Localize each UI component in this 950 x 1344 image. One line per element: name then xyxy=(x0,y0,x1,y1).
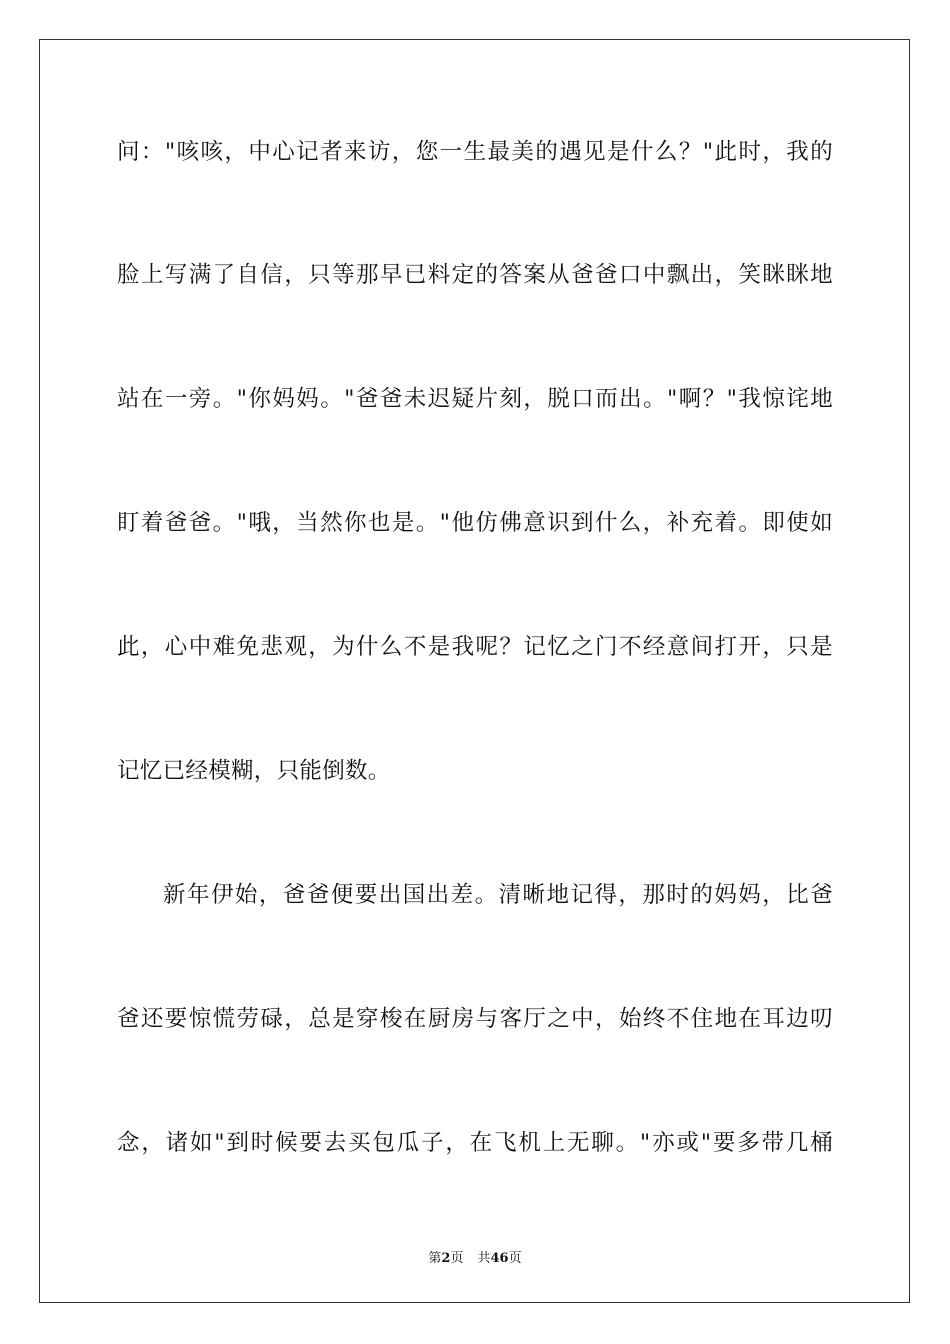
text-line-5: 此，心中难免悲观，为什么不是我呢？记忆之门不经意间打开，只是 xyxy=(117,634,833,660)
total-prefix: 共 xyxy=(477,1251,491,1266)
page-suffix: 页 xyxy=(450,1251,464,1266)
total-suffix: 页 xyxy=(508,1251,522,1266)
total-pages: 46 xyxy=(490,1251,509,1266)
page-footer xyxy=(0,1247,950,1266)
page-number: 2 xyxy=(441,1251,451,1266)
text-line-2: 脸上写满了自信，只等那早已料定的答案从爸爸口中飘出，笑眯眯地 xyxy=(117,262,833,288)
page-border xyxy=(39,39,910,1303)
text-line-9: 念，诸如"到时候要去买包瓜子，在飞机上无聊。"亦或"要多带几桶 xyxy=(117,1130,833,1156)
page-prefix: 第 xyxy=(428,1251,442,1266)
text-line-8: 爸还要惊慌劳碌，总是穿梭在厨房与客厅之中，始终不住地在耳边叨 xyxy=(117,1006,833,1032)
text-line-7: 新年伊始，爸爸便要出国出差。清晰地记得，那时的妈妈，比爸 xyxy=(163,882,833,908)
text-line-3: 站在一旁。"你妈妈。"爸爸未迟疑片刻，脱口而出。"啊？"我惊诧地 xyxy=(117,386,833,412)
text-line-1: 问："咳咳，中心记者来访，您一生最美的遇见是什么？"此时，我的 xyxy=(117,139,833,165)
text-line-6: 记忆已经模糊，只能倒数。 xyxy=(117,758,391,784)
text-line-4: 盯着爸爸。"哦，当然你也是。"他仿佛意识到什么，补充着。即使如 xyxy=(117,510,833,536)
